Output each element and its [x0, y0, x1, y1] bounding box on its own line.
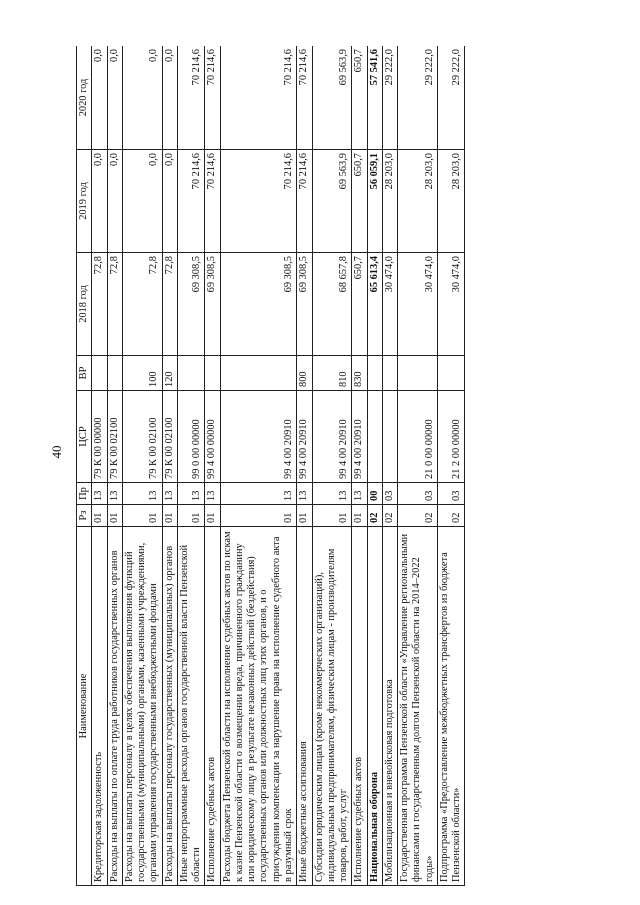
row-vr-cell	[205, 356, 220, 391]
header-rz: Рз	[77, 505, 92, 527]
row-csr-cell: 99 4 00 20910	[312, 391, 352, 483]
row-2020-cell: 29 222,0	[382, 46, 397, 150]
row-vr-cell: 120	[162, 356, 177, 391]
row-name-cell: Субсидии юридическим лицам (кроме некоммерческих организаций), индивидуальным предпринимателям, физическим лицам - производителям товаров, работ, услуг	[312, 527, 352, 886]
row-name-cell: Иные непрограммные расходы органов государственной власти Пензенской области	[177, 527, 205, 886]
header-name: Наименование	[77, 527, 92, 886]
row-rz-cell: 02	[382, 505, 397, 527]
row-2018-cell: 69 308,5	[220, 253, 297, 356]
row-rz-cell: 02	[437, 505, 465, 527]
row-2019-cell: 69 563,9	[312, 150, 352, 253]
row-2018-cell: 72,8	[122, 253, 162, 356]
row-2018-cell: 30 474,0	[437, 253, 465, 356]
row-name-cell: Расходы на выплаты по оплате труда работников государственных органов	[107, 527, 122, 886]
row-vr-cell	[437, 356, 465, 391]
row-2020-cell: 70 214,6	[297, 46, 312, 150]
budget-table	[76, 46, 465, 886]
row-name-cell: Исполнение судебных актов	[352, 527, 367, 886]
row-2018-cell: 72,8	[162, 253, 177, 356]
row-2018-cell: 650,7	[352, 253, 367, 356]
row-name-cell: Исполнение судебных актов	[205, 527, 220, 886]
row-name-cell: Кредиторская задолженность	[92, 527, 107, 886]
row-csr-cell	[382, 391, 397, 483]
table-row	[177, 46, 205, 886]
row-pr-cell: 13	[122, 483, 162, 505]
row-2019-cell: 650,7	[352, 150, 367, 253]
row-2019-cell: 70 214,6	[220, 150, 297, 253]
row-2018-cell: 65 613,4	[367, 253, 382, 356]
row-2018-cell: 69 308,5	[297, 253, 312, 356]
row-pr-cell: 13	[205, 483, 220, 505]
row-csr-cell: 21 2 00 00000	[437, 391, 465, 483]
table-row	[382, 46, 397, 886]
table-row	[220, 46, 297, 886]
row-2019-cell: 0,0	[92, 150, 107, 253]
row-2020-cell: 650,7	[352, 46, 367, 150]
row-2018-cell: 69 308,5	[177, 253, 205, 356]
row-pr-cell: 13	[107, 483, 122, 505]
row-pr-cell: 13	[220, 483, 297, 505]
table-row	[92, 46, 107, 886]
row-vr-cell	[382, 356, 397, 391]
row-rz-cell: 01	[352, 505, 367, 527]
row-vr-cell	[107, 356, 122, 391]
row-2018-cell: 72,8	[92, 253, 107, 356]
row-2020-cell: 70 214,6	[220, 46, 297, 150]
row-rz-cell: 01	[177, 505, 205, 527]
row-rz-cell: 01	[297, 505, 312, 527]
budget-table-sheet	[76, 46, 562, 886]
row-rz-cell: 01	[122, 505, 162, 527]
row-csr-cell: 99 0 00 00000	[177, 391, 205, 483]
row-rz-cell: 01	[312, 505, 352, 527]
row-rz-cell: 02	[367, 505, 382, 527]
row-pr-cell: 03	[398, 483, 438, 505]
row-csr-cell: 21 0 00 00000	[398, 391, 438, 483]
table-row	[312, 46, 352, 886]
row-rz-cell: 01	[220, 505, 297, 527]
table-row	[122, 46, 162, 886]
row-name-cell: Расходы на выплаты персоналу в целях обеспечения выполнения функций государственными (муниципальными) органами, казенными учреждениями, органами управления государственными внебюджетными фондами	[122, 527, 162, 886]
row-csr-cell	[367, 391, 382, 483]
row-vr-cell: 810	[312, 356, 352, 391]
page-number: 40	[49, 445, 64, 459]
row-2020-cell: 0,0	[92, 46, 107, 150]
table-header-row	[77, 46, 92, 886]
table-row	[398, 46, 438, 886]
row-csr-cell: 79 К 00 02100	[162, 391, 177, 483]
row-2020-cell: 70 214,6	[177, 46, 205, 150]
table-row	[107, 46, 122, 886]
row-name-cell: Расходы бюджета Пензенской области на исполнение судебных актов по искам к казне Пензенской области о возмещении вреда, причиненного гражданину или юридическому лицу в результате незаконных действий (бездействия) государственных органов или должностных лиц этих органов, и о присуждении компенсации за нарушение права на исполнение судебного акта в разумный срок	[220, 527, 297, 886]
row-vr-cell	[220, 356, 297, 391]
row-2019-cell: 28 203,0	[382, 150, 397, 253]
row-vr-cell	[92, 356, 107, 391]
table-row	[297, 46, 312, 886]
row-2019-cell: 0,0	[107, 150, 122, 253]
row-pr-cell: 00	[367, 483, 382, 505]
row-2020-cell: 29 222,0	[398, 46, 438, 150]
row-pr-cell: 13	[352, 483, 367, 505]
row-pr-cell: 13	[92, 483, 107, 505]
row-rz-cell: 01	[92, 505, 107, 527]
row-2020-cell: 57 541,6	[367, 46, 382, 150]
row-2019-cell: 0,0	[122, 150, 162, 253]
table-row	[367, 46, 382, 886]
row-csr-cell: 99 4 00 20910	[220, 391, 297, 483]
row-2020-cell: 0,0	[122, 46, 162, 150]
header-csr: ЦСР	[77, 391, 92, 483]
row-pr-cell: 13	[162, 483, 177, 505]
row-pr-cell: 03	[382, 483, 397, 505]
row-2020-cell: 70 214,6	[205, 46, 220, 150]
header-2020: 2020 год	[77, 46, 92, 150]
row-2019-cell: 28 203,0	[437, 150, 465, 253]
row-pr-cell: 03	[437, 483, 465, 505]
row-csr-cell: 99 4 00 20910	[352, 391, 367, 483]
row-pr-cell: 13	[312, 483, 352, 505]
table-row	[162, 46, 177, 886]
row-2020-cell: 0,0	[162, 46, 177, 150]
row-2018-cell: 30 474,0	[382, 253, 397, 356]
row-csr-cell: 79 К 00 00000	[92, 391, 107, 483]
row-name-cell: Расходы на выплаты персоналу государственных (муниципальных) органов	[162, 527, 177, 886]
row-2018-cell: 68 657,8	[312, 253, 352, 356]
row-vr-cell: 100	[122, 356, 162, 391]
row-2019-cell: 28 203,0	[398, 150, 438, 253]
row-csr-cell: 99 4 00 20910	[297, 391, 312, 483]
row-vr-cell	[398, 356, 438, 391]
row-2019-cell: 70 214,6	[297, 150, 312, 253]
row-2020-cell: 29 222,0	[437, 46, 465, 150]
row-rz-cell: 01	[205, 505, 220, 527]
row-2018-cell: 72,8	[107, 253, 122, 356]
row-2019-cell: 70 214,6	[177, 150, 205, 253]
row-name-cell: Иные бюджетные ассигнования	[297, 527, 312, 886]
row-rz-cell: 01	[107, 505, 122, 527]
row-2019-cell: 70 214,6	[205, 150, 220, 253]
row-csr-cell: 79 К 00 02100	[107, 391, 122, 483]
row-rz-cell: 01	[162, 505, 177, 527]
row-name-cell: Национальная оборона	[367, 527, 382, 886]
table-row	[352, 46, 367, 886]
row-vr-cell: 800	[297, 356, 312, 391]
header-2018: 2018 год	[77, 253, 92, 356]
row-name-cell: Государственная программа Пензенской области «Управление региональными финансами и государственным долгом Пензенской области на 2014–2022 годы»	[398, 527, 438, 886]
row-vr-cell	[177, 356, 205, 391]
row-rz-cell: 02	[398, 505, 438, 527]
row-2020-cell: 0,0	[107, 46, 122, 150]
row-name-cell: Подпрограмма «Предоставление межбюджетных трансфертов из бюджета Пензенской области»	[437, 527, 465, 886]
table-row	[205, 46, 220, 886]
header-pr: Пр	[77, 483, 92, 505]
row-2019-cell: 56 059,1	[367, 150, 382, 253]
row-pr-cell: 13	[297, 483, 312, 505]
row-vr-cell: 830	[352, 356, 367, 391]
row-csr-cell: 99 4 00 00000	[205, 391, 220, 483]
header-vr: ВР	[77, 356, 92, 391]
row-csr-cell: 79 К 00 02100	[122, 391, 162, 483]
row-vr-cell	[367, 356, 382, 391]
row-2019-cell: 0,0	[162, 150, 177, 253]
row-2018-cell: 30 474,0	[398, 253, 438, 356]
row-2018-cell: 69 308,5	[205, 253, 220, 356]
header-2019: 2019 год	[77, 150, 92, 253]
row-2020-cell: 69 563,9	[312, 46, 352, 150]
row-pr-cell: 13	[177, 483, 205, 505]
row-name-cell: Мобилизационная и вневойсковая подготовка	[382, 527, 397, 886]
table-row	[437, 46, 465, 886]
rotated-table-area	[76, 46, 562, 886]
